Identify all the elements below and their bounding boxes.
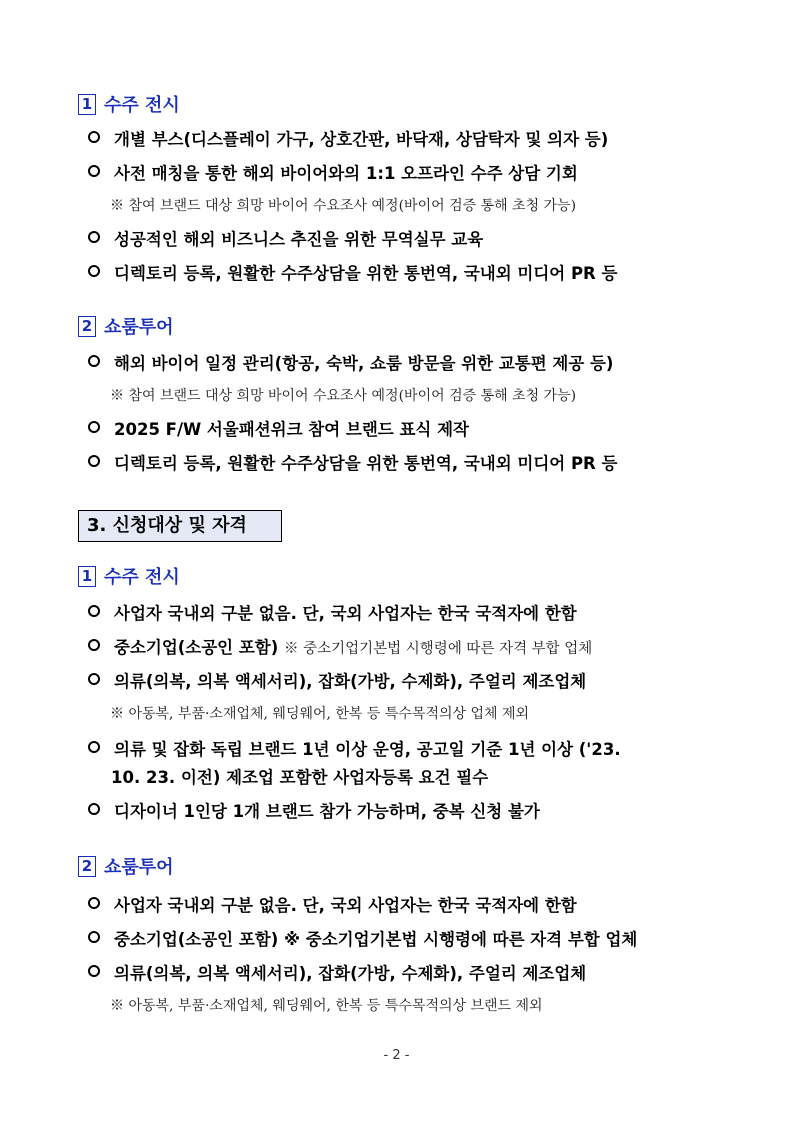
- bullet-circle-icon: [88, 965, 100, 977]
- list-item: 중소기업(소공인 포함) ※ 중소기업기본법 시행령에 따른 자격 부합 업체: [88, 926, 637, 950]
- list-item: 디렉토리 등록, 원활한 수주상담을 위한 통번역, 국내외 미디어 PR 등: [88, 450, 617, 474]
- bullet-circle-icon: [88, 421, 100, 433]
- list-item: 의류 및 잡화 독립 브랜드 1년 이상 운영, 공고일 기준 1년 이상 ('23.: [88, 736, 621, 760]
- bullet-circle-icon: [88, 897, 100, 909]
- list-item-continuation: 10. 23. 이전) 제조업 포함한 사업자등록 요건 필수: [111, 768, 489, 787]
- list-item: 사업자 국내외 구분 없음. 단, 국외 사업자는 한국 국적자에 한함: [88, 892, 577, 916]
- section-number-box: 1: [78, 94, 96, 115]
- section-number-box: 2: [78, 316, 96, 337]
- bullet-circle-icon: [88, 673, 100, 685]
- bullet-circle-icon: [88, 803, 100, 815]
- page-number: - 2 -: [383, 1048, 410, 1063]
- list-item: 사전 매칭을 통한 해외 바이어와의 1:1 오프라인 수주 상담 기회: [88, 160, 578, 184]
- bullet-circle-icon: [88, 165, 100, 177]
- list-item: 2025 F/W 서울패션위크 참여 브랜드 표식 제작: [88, 416, 469, 440]
- section-number-box: 2: [78, 856, 96, 877]
- chapter-title-box: 3. 신청대상 및 자격: [78, 510, 282, 542]
- section-title: 수주 전시: [104, 95, 180, 116]
- list-item: 해외 바이어 일정 관리(항공, 숙박, 쇼룸 방문을 위한 교통편 제공 등): [88, 350, 613, 374]
- bullet-circle-icon: [88, 931, 100, 943]
- inline-note: ※ 중소기업기본법 시행령에 따른 자격 부합 업체: [284, 641, 593, 657]
- list-item: 디렉토리 등록, 원활한 수주상담을 위한 통번역, 국내외 미디어 PR 등: [88, 260, 617, 284]
- section-title: 수주 전시: [104, 567, 180, 588]
- bullet-circle-icon: [88, 455, 100, 467]
- list-item: 의류(의복, 의복 액세서리), 잡화(가방, 수제화), 주얼리 제조업체: [88, 960, 586, 984]
- list-item: 사업자 국내외 구분 없음. 단, 국외 사업자는 한국 국적자에 한함: [88, 600, 577, 624]
- bullet-circle-icon: [88, 131, 100, 143]
- section-number-box: 1: [78, 566, 96, 587]
- section-heading-exhibition: [78, 92, 180, 116]
- list-item: 디자이너 1인당 1개 브랜드 참가 가능하며, 중복 신청 불가: [88, 798, 540, 822]
- note-text: ※ 아동복, 부품·소재업체, 웨딩웨어, 한복 등 특수목적의상 브랜드 제외: [110, 998, 543, 1014]
- bullet-circle-icon: [88, 355, 100, 367]
- list-item: 의류(의복, 의복 액세서리), 잡화(가방, 수제화), 주얼리 제조업체: [88, 668, 586, 692]
- section-heading-showroom: [78, 314, 174, 338]
- note-text: ※ 아동복, 부품·소재업체, 웨딩웨어, 한복 등 특수목적의상 업체 제외: [110, 706, 530, 722]
- list-item: 개별 부스(디스플레이 가구, 상호간판, 바닥재, 상담탁자 및 의자 등): [88, 126, 608, 150]
- section-title: 쇼룸투어: [104, 857, 174, 878]
- bullet-circle-icon: [88, 639, 100, 651]
- note-text: ※ 참여 브랜드 대상 희망 바이어 수요조사 예정(바이어 검증 통해 초청 가능): [110, 388, 577, 404]
- bullet-circle-icon: [88, 265, 100, 277]
- bullet-circle-icon: [88, 741, 100, 753]
- bullet-circle-icon: [88, 231, 100, 243]
- section-title: 쇼룸투어: [104, 317, 174, 338]
- section-heading-showroom-eligibility: [78, 854, 174, 878]
- section-heading-exhibition-eligibility: [78, 564, 180, 588]
- list-item: 중소기업(소공인 포함) ※ 중소기업기본법 시행령에 따른 자격 부합 업체: [88, 634, 592, 658]
- list-item: 성공적인 해외 비즈니스 추진을 위한 무역실무 교육: [88, 226, 483, 250]
- note-text: ※ 참여 브랜드 대상 희망 바이어 수요조사 예정(바이어 검증 통해 초청 가능): [110, 198, 577, 214]
- bullet-circle-icon: [88, 605, 100, 617]
